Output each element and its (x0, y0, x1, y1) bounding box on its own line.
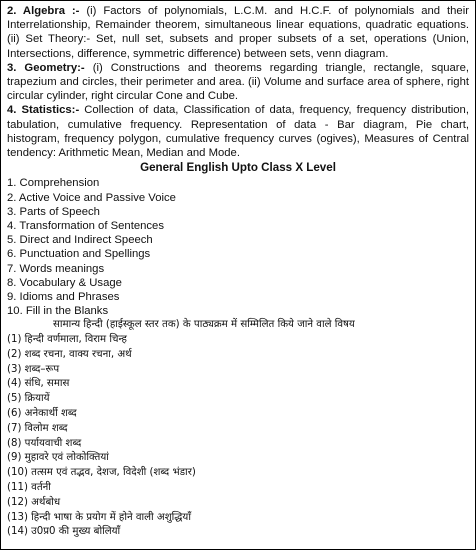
hindi-topic-item: (11) वर्तनी (7, 482, 51, 494)
hindi-topic-item: (6) अनेकार्थी शब्द (7, 408, 77, 420)
english-heading: General English Upto Class X Level (140, 161, 336, 175)
english-topic-item: 3. Parts of Speech (7, 205, 100, 218)
english-topic-item: 8. Vocabulary & Usage (7, 276, 122, 289)
hindi-topic-item: (3) शब्द–रूप (7, 363, 60, 375)
hindi-topic-item: (2) शब्द रचना, वाक्य रचना, अर्थ (7, 348, 132, 360)
statistics-text: Collection of data, Classification of data, frequency, frequency distribution, tabulation, cumulative frequency. Representation of data - Bar diagram, Pie chart, histogram, frequency polygon, cumulative frequency curves (ogives), Measures of Central tendency: Arithmetic Mean, Median and Mode. (7, 104, 469, 160)
geometry-label: 3. Geometry:- (7, 61, 85, 74)
algebra-label: 2. Algebra :- (7, 5, 80, 17)
english-topic-item: 9. Idioms and Phrases (7, 291, 120, 304)
english-topic-item: 7. Words meanings (7, 262, 105, 275)
geometry-section (7, 61, 469, 104)
statistics-label: 4. Statistics:- (7, 104, 80, 117)
hindi-topic-item: (13) हिन्दी भाषा के प्रयोग में होने वाली अशुद्धियाँ (7, 511, 191, 523)
hindi-topic-item: (7) विलोम शब्द (7, 422, 68, 434)
english-topic-item: 4. Transformation of Sentences (7, 220, 164, 233)
english-topic-list (7, 176, 469, 318)
hindi-topic-item: (12) अर्थबोध (7, 496, 61, 508)
hindi-topic-item: (8) पर्यायवाची शब्द (7, 437, 82, 449)
hindi-topic-item: (1) हिन्दी वर्णमाला, विराम चिन्ह (7, 334, 127, 346)
english-topic-item: 5. Direct and Indirect Speech (7, 234, 153, 247)
hindi-topic-item: (14) उ0प्र0 की मुख्य बोलियाँ (7, 526, 121, 538)
algebra-text: (i) Factors of polynomials, L.C.M. and H.C.F. of polynomials and their Interrelationship, Remainder theorem, simultaneous linear equations, quadratic equations. (ii) Set Theory:- Set, null set, subsets and proper subsets of a set, operations (Union, Intersections, difference, symmetric difference) between sets, venn diagram. (7, 5, 469, 60)
english-topic-item: 1. Comprehension (7, 177, 100, 190)
english-topic-item: 2. Active Voice and Passive Voice (7, 191, 176, 204)
hindi-topic-list (7, 333, 469, 540)
geometry-text: (i) Constructions and theorems regarding triangle, rectangle, square, trapezium and circles, their perimeter and area. (ii) Volume and surface area of sphere, right circular cylinder, right circular Cone and Cube. (7, 61, 469, 103)
hindi-topic-item: (10) तत्सम एवं तद्भव, देशज, विदेशी (शब्द भंडार) (7, 467, 196, 479)
algebra-section (7, 4, 469, 61)
hindi-topic-item: (9) मुहावरे एवं लोकोक्तियां (7, 452, 109, 464)
hindi-heading: सामान्य हिन्दी (हाईस्कूल स्तर तक) के पाठ्यक्रम में सम्मिलित किये जाने वाले विषय (53, 319, 355, 331)
hindi-topic-item: (4) संधि, समास (7, 378, 70, 390)
english-topic-item: 6. Punctuation and Spellings (7, 248, 151, 261)
english-topic-item: 10. Fill in the Blanks (7, 305, 109, 318)
hindi-topic-item: (5) क्रियायें (7, 393, 50, 405)
statistics-section (7, 103, 469, 160)
